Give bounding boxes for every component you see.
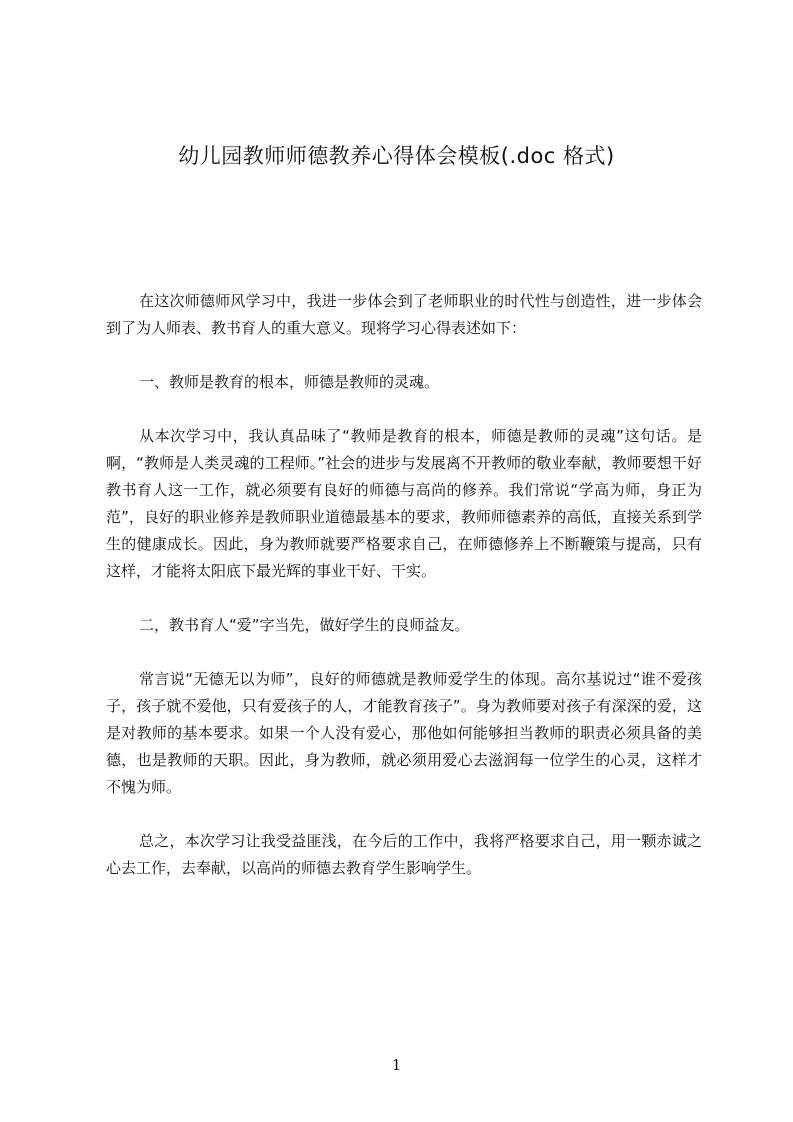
section-heading-2: 二，教书育人“爱”字当先，做好学生的良师益友。 [139, 616, 470, 634]
section-heading-1: 一、教师是教育的根本，师德是教师的灵魂。 [139, 373, 440, 391]
document-body [106, 288, 702, 909]
conclusion-paragraph: 总之，本次学习让我受益匪浅，在今后的工作中，我将严格要求自己，用一颗赤诚之心去工作，去奉献，以高尚的师德去教育学生影响学生。 [106, 832, 702, 877]
document-title: 幼儿园教师师德教养心得体会模板(.doc 格式) [178, 144, 615, 168]
section-paragraph-1: 从本次学习中，我认真品味了“教师是教育的根本，师德是教师的灵魂”这句话。是啊，“教师是人类灵魂的工程师。”社会的进步与发展离不开教师的敬业奉献，教师要想干好教书育人这一工作，就必须要有良好的师德与高尚的修养。我们常说“学高为师，身正为范”，良好的职业修养是教师职业道德最基本的要求，教师师德素养的高低，直接关系到学生的健康成长。因此，身为教师就要严格要求自己，在师德修养上不断鞭策与提高，只有这样，才能将太阳底下最光辉的事业干好、干实。 [106, 427, 702, 580]
section-paragraph-2: 常言说“无德无以为师”，良好的师德就是教师爱学生的体现。高尔基说过“谁不爱孩子，孩子就不爱他，只有爱孩子的人，才能教育孩子”。身为教师要对孩子有深深的爱，这是对教师的基本要求。如果一个人没有爱心，那他如何能够担当教师的职责必须具备的美德，也是教师的天职。因此，身为教师，就必须用爱心去滋润每一位学生的心灵，这样才不愧为师。 [106, 670, 702, 796]
page-number: 1 [391, 1056, 402, 1074]
intro-paragraph: 在这次师德师风学习中，我进一步体会到了老师职业的时代性与创造性，进一步体会到了为人师表、教书育人的重大意义。现将学习心得表述如下： [106, 292, 702, 337]
